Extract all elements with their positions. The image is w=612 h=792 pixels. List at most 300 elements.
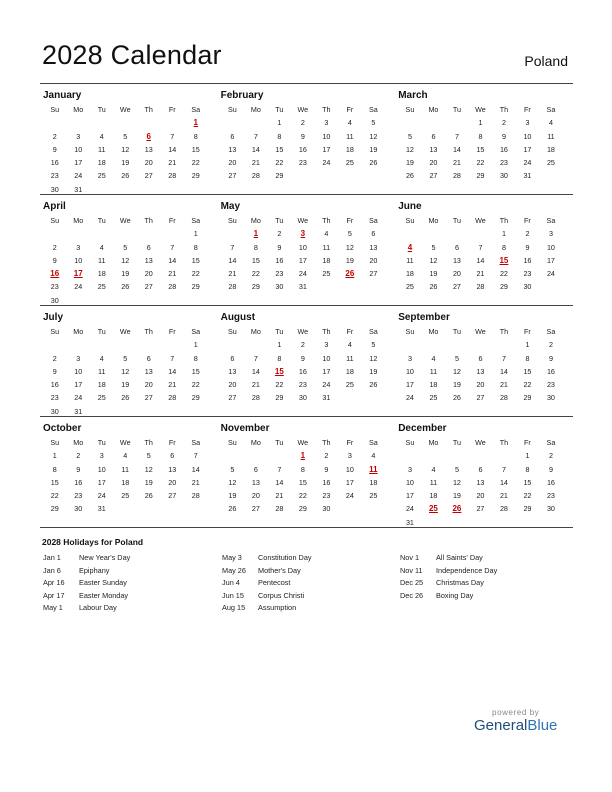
day-cell: 7 (170, 242, 175, 252)
day-cell (315, 280, 339, 293)
day-cell: 8 (193, 131, 198, 141)
day-cell: 10 (322, 131, 331, 141)
day-cell: 11 (346, 131, 354, 141)
day-cell: 22 (476, 158, 485, 168)
day-cell: 26 (144, 491, 153, 501)
day-cell: 27 (369, 269, 378, 279)
day-cell: 19 (369, 366, 378, 376)
week-row (398, 516, 573, 529)
weekday-label: Tu (97, 327, 106, 336)
day-cell: 18 (429, 491, 438, 501)
holiday-name: Epiphany (79, 565, 110, 575)
week-row (398, 502, 573, 515)
page-title: 2028 Calendar (42, 40, 222, 70)
day-cell: 11 (406, 255, 414, 265)
holiday-day-cell: 26 (452, 504, 462, 514)
week-row (398, 169, 573, 182)
day-cell: 25 (97, 171, 106, 181)
week-row (398, 463, 573, 476)
weekday-label: Mo (73, 105, 84, 114)
weekday-label: Th (322, 216, 331, 225)
weekday-label: Tu (275, 438, 284, 447)
day-cell: 26 (405, 171, 414, 181)
day-cell: 20 (369, 255, 378, 265)
weekday-label: We (297, 105, 309, 114)
day-cell: 23 (74, 491, 83, 501)
week-row (398, 378, 573, 391)
day-cell: 8 (193, 353, 198, 363)
holiday-date: Apr 16 (43, 578, 65, 588)
day-cell: 31 (74, 406, 83, 416)
day-cell: 15 (298, 477, 307, 487)
day-cell: 24 (74, 393, 83, 403)
day-cell: 12 (121, 144, 130, 154)
weekday-label: Mo (250, 327, 261, 336)
weekday-label: Fr (168, 216, 176, 225)
day-cell (221, 116, 245, 129)
day-cell: 31 (74, 184, 83, 194)
week-row (221, 156, 396, 169)
day-cell: 2 (52, 242, 57, 252)
weekday-label: Th (499, 105, 509, 114)
day-cell: 6 (146, 242, 151, 252)
day-cell: 17 (322, 366, 331, 376)
day-cell: 18 (546, 144, 555, 154)
day-cell: 4 (371, 451, 376, 461)
weekday-label: Fr (524, 438, 531, 447)
month-block (395, 306, 573, 416)
weekday-label: We (119, 216, 131, 225)
week-row (43, 476, 218, 489)
month-block (218, 417, 396, 527)
weekday-label: Fr (168, 105, 176, 114)
day-cell: 20 (228, 380, 237, 390)
day-cell: 8 (277, 353, 282, 363)
day-cell: 14 (168, 366, 177, 376)
holiday-item (43, 590, 130, 603)
day-cell: 19 (452, 491, 461, 501)
day-cell: 31 (405, 517, 414, 527)
day-cell: 13 (452, 255, 461, 265)
weekday-label: We (297, 438, 309, 447)
day-cell: 23 (298, 158, 307, 168)
weekday-label: Th (144, 327, 153, 336)
day-cell: 4 (431, 353, 436, 363)
holiday-day-cell: 16 (50, 269, 60, 279)
holiday-name: Independence Day (436, 565, 498, 575)
month-block (395, 84, 573, 194)
day-cell: 8 (52, 464, 57, 474)
weekday-label: We (119, 327, 131, 336)
day-cell: 23 (298, 380, 307, 390)
day-cell: 5 (123, 131, 128, 141)
weekday-label: Fr (524, 105, 531, 114)
day-cell: 27 (228, 171, 237, 181)
holiday-date: Dec 26 (400, 590, 424, 600)
day-cell: 10 (546, 242, 555, 252)
day-cell: 2 (76, 451, 81, 461)
weekday-label: We (119, 438, 131, 447)
day-cell: 11 (346, 353, 354, 363)
day-cell (445, 338, 469, 351)
weekday-label: Mo (250, 216, 261, 225)
day-cell: 29 (275, 171, 284, 181)
week-row (221, 116, 396, 129)
day-cell: 14 (251, 144, 260, 154)
day-cell: 12 (369, 131, 378, 141)
day-cell: 21 (275, 491, 284, 501)
weekday-label: Su (227, 216, 237, 225)
day-cell: 13 (168, 464, 177, 474)
week-row (398, 280, 573, 293)
day-cell: 8 (525, 464, 530, 474)
day-cell: 29 (499, 282, 508, 292)
day-cell: 15 (191, 144, 200, 154)
day-cell (422, 516, 446, 529)
day-cell: 4 (347, 340, 352, 350)
day-cell: 28 (499, 504, 508, 514)
day-cell (161, 227, 185, 240)
day-cell (492, 338, 516, 351)
day-cell: 7 (253, 353, 258, 363)
holiday-date: May 26 (222, 565, 246, 575)
day-cell: 24 (74, 171, 83, 181)
day-cell: 18 (97, 269, 106, 279)
day-cell: 17 (322, 144, 331, 154)
day-cell: 8 (300, 464, 305, 474)
week-row (398, 338, 573, 351)
day-cell: 1 (52, 451, 57, 461)
day-cell: 5 (371, 118, 376, 128)
day-cell: 16 (499, 144, 508, 154)
day-cell: 29 (191, 282, 200, 292)
day-cell (539, 280, 563, 293)
day-cell (398, 338, 422, 351)
weekday-label: Mo (250, 105, 261, 114)
day-cell: 19 (369, 144, 378, 154)
day-cell (137, 227, 161, 240)
day-cell (398, 449, 422, 462)
weekday-header (398, 325, 573, 338)
day-cell: 23 (50, 171, 59, 181)
weekday-label: Fr (168, 438, 176, 447)
weekday-header (43, 103, 218, 116)
day-cell: 25 (97, 282, 106, 292)
day-cell: 28 (251, 171, 260, 181)
day-cell: 11 (429, 477, 438, 487)
day-cell: 23 (322, 491, 331, 501)
month-name: April (43, 201, 66, 212)
day-cell: 16 (546, 366, 555, 376)
week-row (398, 116, 573, 129)
day-cell: 31 (298, 282, 307, 292)
day-cell: 14 (452, 144, 461, 154)
day-cell: 14 (499, 477, 508, 487)
day-cell: 9 (548, 353, 553, 363)
month-block (218, 195, 396, 305)
day-cell: 17 (97, 477, 106, 487)
day-cell: 29 (191, 171, 200, 181)
day-cell: 12 (429, 255, 438, 265)
day-cell: 1 (277, 118, 282, 128)
day-cell: 10 (74, 255, 83, 265)
day-cell: 29 (50, 504, 59, 514)
weekday-label: Tu (452, 327, 461, 336)
week-row (43, 116, 218, 129)
day-cell: 15 (251, 255, 260, 265)
day-cell: 20 (429, 158, 438, 168)
month-name: March (398, 90, 428, 101)
day-cell: 16 (275, 255, 284, 265)
holiday-day-cell: 1 (253, 229, 259, 239)
day-cell: 28 (168, 393, 177, 403)
week-row (43, 241, 218, 254)
day-cell (338, 280, 362, 293)
day-cell (445, 227, 469, 240)
day-cell: 10 (74, 144, 83, 154)
holiday-name: Labour Day (79, 603, 117, 613)
day-cell: 6 (230, 353, 235, 363)
day-cell: 15 (523, 477, 532, 487)
month-block (218, 84, 396, 194)
day-cell: 29 (251, 282, 260, 292)
day-cell (422, 227, 446, 240)
day-cell: 28 (275, 504, 284, 514)
holiday-item (222, 590, 312, 603)
holiday-item (222, 565, 312, 578)
day-cell: 2 (501, 118, 506, 128)
holiday-day-cell: 11 (369, 464, 378, 474)
day-cell: 30 (50, 295, 59, 305)
day-cell: 3 (324, 340, 329, 350)
day-cell (422, 449, 446, 462)
day-cell: 18 (429, 380, 438, 390)
weekday-label: We (475, 438, 486, 447)
weekday-label: Mo (73, 216, 84, 225)
month-name: January (43, 90, 82, 101)
day-cell: 27 (429, 171, 438, 181)
weekday-label: Sa (546, 438, 556, 447)
weekday-label: Mo (428, 105, 439, 114)
holiday-name: Boxing Day (436, 590, 474, 600)
week-row (43, 227, 218, 240)
day-cell: 24 (322, 380, 331, 390)
weekday-label: We (475, 216, 486, 225)
day-cell: 9 (300, 131, 305, 141)
day-cell: 10 (74, 366, 83, 376)
day-cell: 20 (251, 491, 260, 501)
day-cell: 30 (74, 504, 83, 514)
week-row (398, 391, 573, 404)
month-row (40, 194, 573, 305)
day-cell: 14 (168, 255, 177, 265)
day-cell (315, 169, 339, 182)
day-cell (469, 338, 493, 351)
day-cell: 24 (405, 504, 414, 514)
day-cell: 7 (277, 464, 282, 474)
day-cell: 27 (251, 504, 260, 514)
week-row (221, 489, 396, 502)
day-cell: 16 (322, 477, 331, 487)
day-cell (221, 227, 245, 240)
day-cell: 26 (429, 282, 438, 292)
day-cell: 23 (499, 158, 508, 168)
day-cell (184, 502, 208, 515)
day-cell: 21 (168, 269, 177, 279)
day-cell: 13 (144, 255, 153, 265)
holiday-date: May 1 (43, 603, 63, 613)
week-row (221, 241, 396, 254)
day-cell: 19 (121, 269, 130, 279)
day-cell: 31 (523, 171, 532, 181)
weekday-label: Tu (275, 105, 284, 114)
day-cell: 6 (170, 451, 175, 461)
month-name: February (220, 90, 264, 101)
weekday-label: Th (322, 327, 331, 336)
day-cell: 2 (300, 118, 305, 128)
day-cell (445, 449, 469, 462)
day-cell: 26 (121, 393, 130, 403)
day-cell: 13 (251, 477, 260, 487)
holiday-column-2 (222, 552, 312, 615)
holiday-item (400, 565, 497, 578)
day-cell: 23 (275, 269, 284, 279)
day-cell (539, 516, 563, 529)
day-cell: 27 (144, 171, 153, 181)
brand-name: GeneralBlue (474, 717, 558, 734)
day-cell (469, 449, 493, 462)
month-name: June (398, 201, 422, 212)
day-cell: 21 (251, 158, 260, 168)
weekday-header (43, 214, 218, 227)
holiday-day-cell: 15 (274, 366, 284, 376)
day-cell: 25 (121, 491, 130, 501)
week-row (221, 130, 396, 143)
holiday-item (400, 590, 497, 603)
weekday-label: Fr (346, 438, 354, 447)
weekday-label: Su (405, 327, 415, 336)
weekday-header (398, 214, 573, 227)
day-cell: 28 (251, 393, 260, 403)
day-cell: 4 (431, 464, 436, 474)
month-row (40, 416, 573, 528)
day-cell: 4 (123, 451, 128, 461)
day-cell: 12 (452, 477, 461, 487)
weekday-label: Mo (73, 327, 84, 336)
weekday-label: Fr (346, 327, 354, 336)
day-cell: 14 (228, 255, 237, 265)
day-cell: 19 (144, 477, 153, 487)
day-cell: 24 (97, 491, 106, 501)
powered-by-text: powered by (492, 708, 540, 717)
day-cell: 17 (74, 380, 83, 390)
day-cell: 22 (191, 269, 200, 279)
day-cell (114, 502, 138, 515)
day-cell: 26 (452, 393, 461, 403)
weekday-label: We (475, 327, 486, 336)
weekday-label: Fr (346, 216, 354, 225)
holiday-day-cell: 17 (73, 269, 83, 279)
day-cell: 8 (193, 242, 198, 252)
day-cell (67, 338, 91, 351)
holiday-day-cell: 4 (407, 242, 413, 252)
day-cell: 16 (50, 380, 59, 390)
month-row (40, 83, 573, 194)
month-block (40, 417, 218, 527)
month-block (40, 84, 218, 194)
day-cell: 5 (230, 464, 235, 474)
day-cell: 16 (523, 255, 532, 265)
weekday-label: Sa (368, 327, 378, 336)
week-row (398, 241, 573, 254)
day-cell: 26 (369, 158, 378, 168)
day-cell: 23 (546, 380, 555, 390)
holiday-item (222, 552, 312, 565)
day-cell: 26 (369, 380, 378, 390)
week-row (221, 378, 396, 391)
day-cell: 13 (144, 144, 153, 154)
month-row (40, 305, 573, 416)
day-cell: 21 (251, 380, 260, 390)
month-name: October (43, 423, 82, 434)
day-cell: 9 (300, 353, 305, 363)
day-cell: 8 (525, 353, 530, 363)
day-cell: 7 (454, 131, 459, 141)
day-cell: 6 (478, 353, 483, 363)
weekday-label: Sa (368, 216, 378, 225)
day-cell (114, 338, 138, 351)
weekday-label: Mo (250, 438, 261, 447)
day-cell: 11 (322, 242, 331, 252)
week-row (221, 338, 396, 351)
day-cell: 14 (251, 366, 260, 376)
day-cell: 27 (452, 282, 461, 292)
day-cell: 24 (523, 158, 532, 168)
day-cell (43, 227, 67, 240)
day-cell (398, 227, 422, 240)
day-cell: 7 (230, 242, 235, 252)
day-cell: 19 (121, 380, 130, 390)
holiday-date: Jun 15 (222, 590, 244, 600)
weekday-header (221, 436, 396, 449)
day-cell: 30 (298, 393, 307, 403)
weekday-header (43, 325, 218, 338)
day-cell: 30 (50, 406, 59, 416)
week-row (221, 449, 396, 462)
month-block (40, 195, 218, 305)
day-cell: 18 (97, 380, 106, 390)
weekday-header (221, 214, 396, 227)
day-cell (422, 116, 446, 129)
day-cell: 22 (50, 491, 59, 501)
day-cell: 4 (347, 118, 352, 128)
day-cell: 12 (452, 366, 461, 376)
day-cell: 22 (298, 491, 307, 501)
holiday-day-cell: 15 (499, 255, 509, 265)
week-row (43, 130, 218, 143)
day-cell (90, 227, 114, 240)
week-row (398, 156, 573, 169)
day-cell: 29 (523, 504, 532, 514)
holiday-name: Easter Sunday (79, 578, 127, 588)
day-cell (244, 338, 268, 351)
day-cell (469, 227, 493, 240)
holiday-name: Assumption (258, 603, 297, 613)
day-cell: 22 (499, 269, 508, 279)
month-name: December (398, 423, 447, 434)
day-cell: 24 (322, 158, 331, 168)
day-cell: 1 (478, 118, 483, 128)
